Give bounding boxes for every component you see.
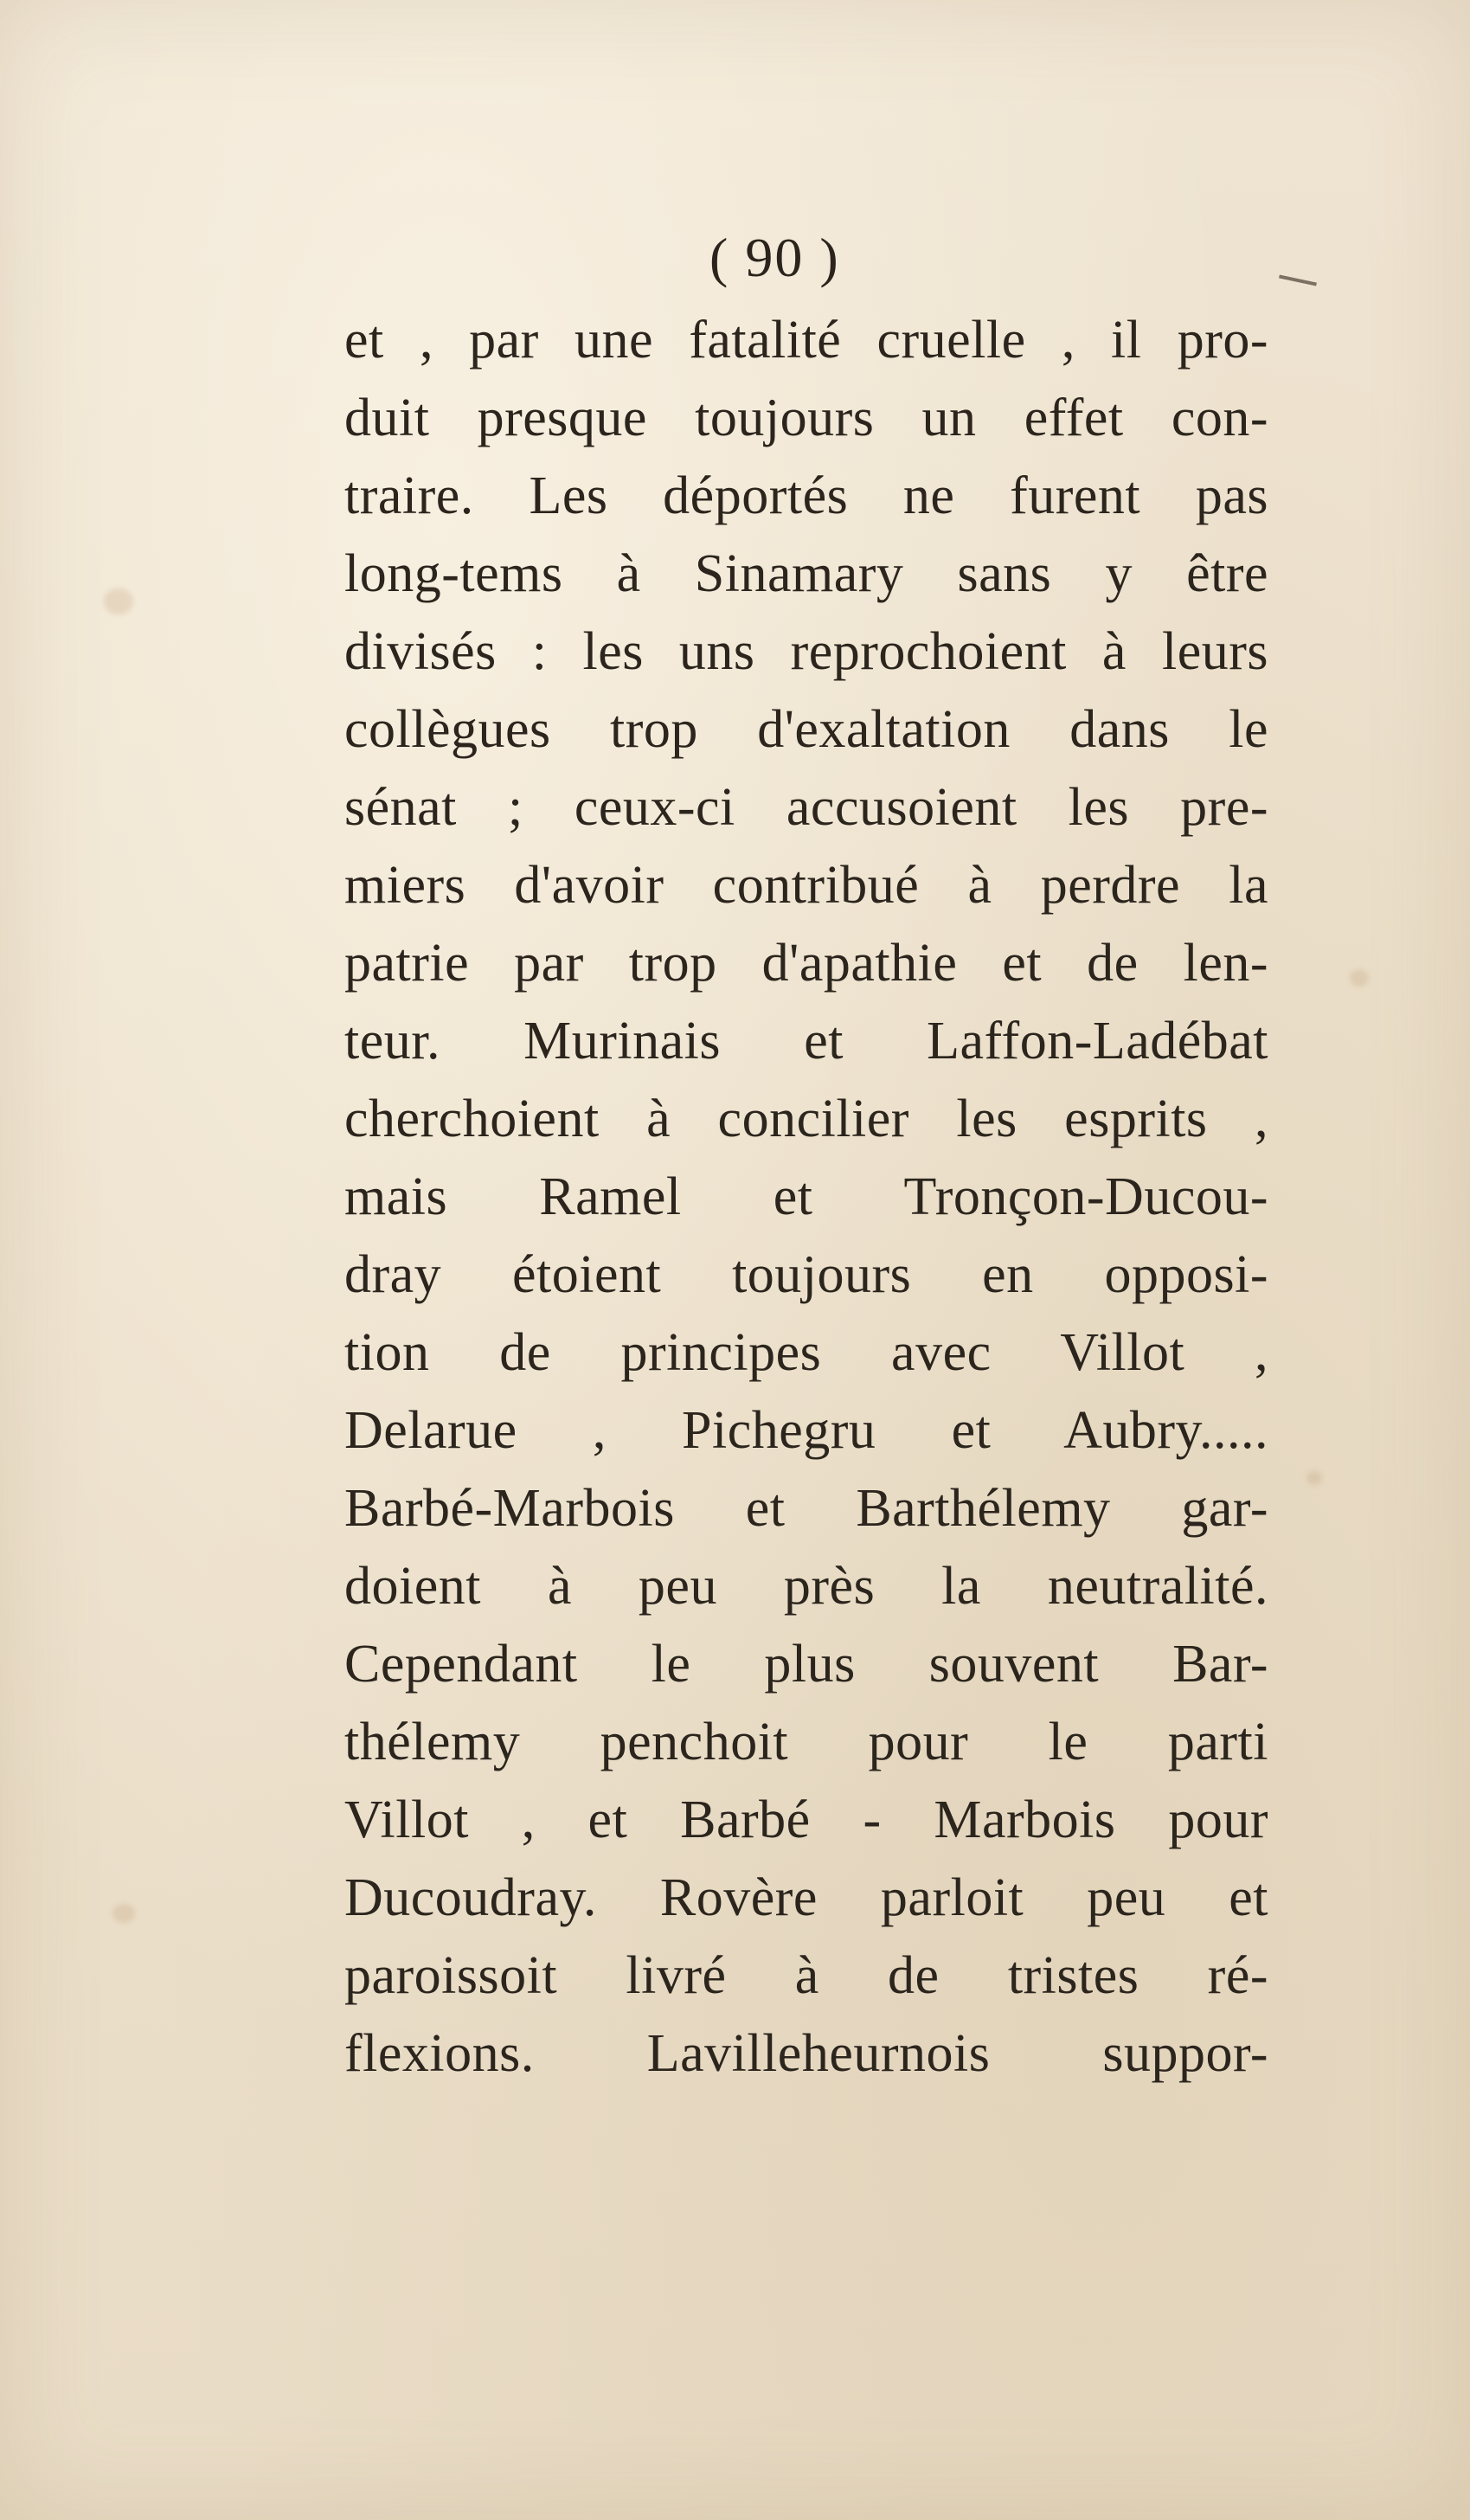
- text-line: divisés : les uns reprochoient à leurs: [344, 622, 1268, 681]
- text-line: long-tems à Sinamary sans y être: [344, 544, 1268, 603]
- text-line: Cependant le plus souvent Bar-: [344, 1635, 1268, 1694]
- text-line: teur. Murinais et Laffon-Ladébat: [344, 1012, 1268, 1070]
- text-line: miers d'avoir contribué à perdre la: [344, 856, 1268, 915]
- text-line: cherchoient à concilier les esprits ,: [344, 1090, 1268, 1148]
- text-line: et , par une fatalité cruelle , il pro-: [344, 311, 1268, 370]
- text-line: Delarue , Pichegru et Aubry.....: [344, 1401, 1268, 1460]
- text-line: tion de principes avec Villot ,: [344, 1323, 1268, 1382]
- text-line: Barbé-Marbois et Barthélemy gar-: [344, 1479, 1268, 1538]
- text-line: duit presque toujours un effet con-: [344, 389, 1268, 447]
- text-line: mais Ramel et Tronçon-Ducou-: [344, 1167, 1268, 1226]
- text-line: traire. Les déportés ne furent pas: [344, 466, 1268, 525]
- text-line: thélemy penchoit pour le parti: [344, 1713, 1268, 1771]
- text-line: doient à peu près la neutralité.: [344, 1557, 1268, 1616]
- body-text: [344, 301, 1268, 2092]
- foxing-stain: [104, 588, 133, 614]
- foxing-stain: [1350, 969, 1369, 987]
- text-line: paroissoit livré à de tristes ré-: [344, 1946, 1268, 2005]
- text-line: patrie par trop d'apathie et de len-: [344, 934, 1268, 993]
- page-number: ( 90 ): [709, 227, 840, 288]
- ink-mark: [1279, 274, 1317, 286]
- text-line: Ducoudray. Rovère parloit peu et: [344, 1868, 1268, 1927]
- text-line: sénat ; ceux-ci accusoient les pre-: [344, 778, 1268, 837]
- text-line: flexions. Lavilleheurnois suppor-: [344, 2024, 1268, 2083]
- text-line: collègues trop d'exaltation dans le: [344, 700, 1268, 759]
- foxing-stain: [112, 1904, 135, 1923]
- text-line: Villot , et Barbé - Marbois pour: [344, 1790, 1268, 1849]
- foxing-stain: [1306, 1471, 1322, 1485]
- text-line: dray étoient toujours en opposi-: [344, 1245, 1268, 1304]
